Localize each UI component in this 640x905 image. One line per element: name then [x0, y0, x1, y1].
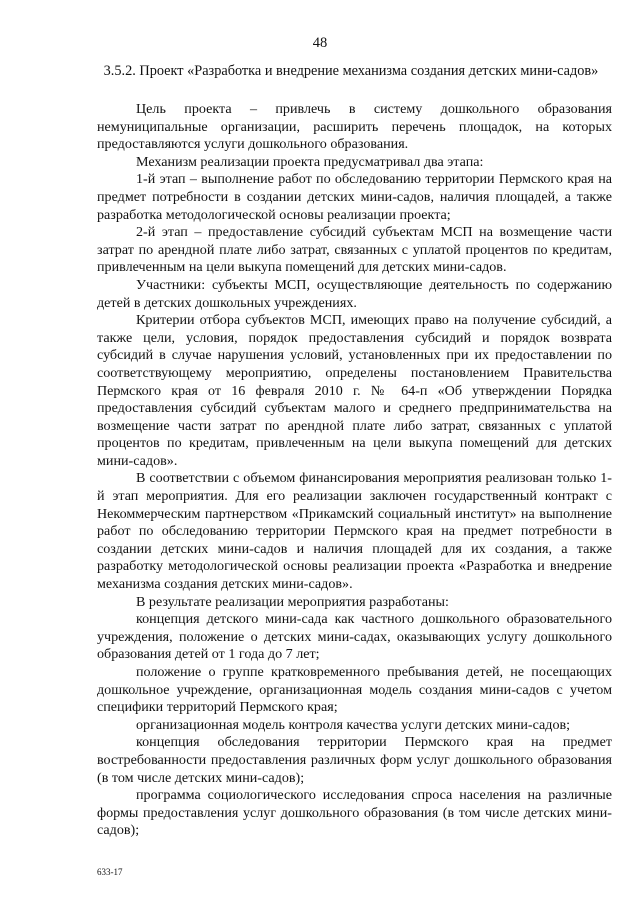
- footer-code: 633-17: [97, 867, 123, 877]
- paragraph-participants: Участники: субъекты МСП, осуществляющие деятельность по содержанию детей в детских дошкольных учреждениях.: [97, 276, 612, 311]
- list-item-quality-control: организационная модель контроля качества услуги детских мини-садов;: [136, 716, 571, 733]
- paragraph-goal: Цель проекта – привлечь в систему дошкольного образования немуниципальные организации, расширить перечень площадок, на которых предоставляются услуги дошкольного образования.: [97, 101, 612, 153]
- paragraph-criteria: Критерии отбора субъектов МСП, имеющих право на получение субсидий, а также цели, условия, порядок предоставления субсидий и порядок возврата субсидий в случае нарушения условий, установленных при их предоставлении по соответствующему мероприятию, определены постановлением Правительства Пермского края от 16 февраля 2010 г. № 64-п «Об утверждении Порядка предоставления субсидий субъектам малого и среднего предпринимательства на возмещение части затрат по арендной плате либо затрат, связанных с уплатой процентов по кредитам, привлеченным на цели выкупа помещений для детских мини-садов».: [97, 312, 612, 469]
- document-body: [97, 101, 612, 840]
- paragraph-mechanism: Механизм реализации проекта предусматривал два этапа:: [136, 153, 484, 170]
- paragraph-funding: В соответствии с объемом финансирования мероприятия реализован только 1-й этап мероприятия. Для его реализации заключен государственный контракт с Некоммерческим партнерством «Прикамский социальный институт» на выполнение работ по обследованию территории Пермского края на предмет потребности в создании детских мини-садов и наличия площадей для их создания, а также разработку методологической основы реализации проекта «Разработка и внедрение механизма создания детских мини-садов».: [97, 470, 612, 593]
- list-item-concept: концепция детского мини-сада как частного дошкольного образовательного учреждения, положение о детских мини-садах, оказывающих услугу дошкольного образования детей от 1 года до 7 лет;: [97, 611, 612, 663]
- page-number: 48: [312, 35, 328, 51]
- paragraph-stage-1: 1-й этап – выполнение работ по обследованию территории Пермского края на предмет потребности в создании детских мини-садов, наличия площадей, а также разработка методологической основы реализации проекта;: [97, 171, 612, 223]
- paragraph-stage-2: 2-й этап – предоставление субсидий субъектам МСП на возмещение части затрат по арендной плате либо затрат, связанных с уплатой процентов по кредитам, привлеченным на цели выкупа помещений для детских мини-садов.: [97, 224, 612, 276]
- section-title: 3.5.2. Проект «Разработка и внедрение механизма создания детских мини-садов»: [103, 63, 599, 79]
- paragraph-results-intro: В результате реализации мероприятия разработаны:: [136, 593, 449, 610]
- list-item-short-stay-group: положение о группе кратковременного пребывания детей, не посещающих дошкольное учреждение, организационная модель создания мини-садов с учетом специфики территорий Пермского края;: [97, 664, 612, 716]
- list-item-territory-survey: концепция обследования территории Пермского края на предмет востребованности предоставления различных форм услуг дошкольного образования (в том числе детских мини-садов);: [97, 734, 612, 786]
- list-item-sociological-program: программа социологического исследования спроса населения на различные формы предоставления услуг дошкольного образования (в том числе детских мини-садов);: [97, 787, 612, 839]
